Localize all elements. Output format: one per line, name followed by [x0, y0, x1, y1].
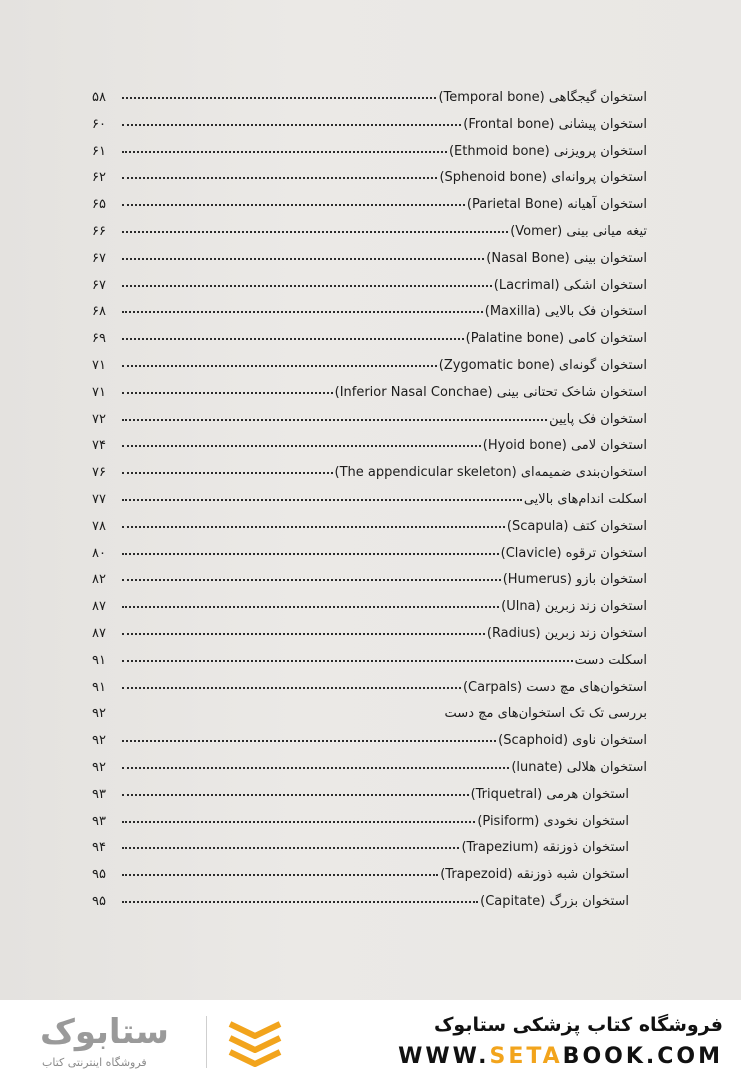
toc-page-number: ۹۳ — [92, 813, 106, 829]
toc-page-number: ۸۷ — [92, 599, 106, 615]
toc-page-number: ۸۰ — [92, 545, 106, 561]
table-of-contents — [92, 90, 647, 921]
toc-entry — [92, 519, 647, 546]
toc-page-number: ۹۱ — [92, 679, 106, 695]
toc-entry-title: استخوان زند زبرین (Ulna) — [501, 599, 647, 615]
toc-leader-dots — [122, 392, 333, 394]
toc-leader-dots — [122, 177, 437, 179]
toc-leader-dots — [122, 579, 501, 581]
toc-leader-dots — [122, 687, 461, 689]
toc-entry — [92, 760, 647, 787]
toc-page-number: ۷۴ — [92, 438, 106, 454]
store-footer — [0, 1000, 741, 1080]
toc-entry — [92, 653, 647, 680]
toc-entry-title: استخوان شاخک تحتانی بینی (Inferior Nasal Conchae) — [334, 384, 647, 400]
store-name: فروشگاه کتاب پزشکی ستابوک — [433, 1014, 723, 1036]
toc-entry-title: استخوان پیشانی (Frontal bone) — [463, 116, 647, 132]
toc-leader-dots — [122, 285, 492, 287]
toc-page-number: ۷۶ — [92, 465, 106, 481]
toc-entry — [92, 867, 647, 894]
toc-entry-title: استخوان بینی (Nasal Bone) — [486, 250, 647, 266]
toc-entry-title: استخوان بازو (Humerus) — [502, 572, 647, 588]
toc-entry-title: استخوان کتف (Scapula) — [506, 518, 647, 534]
toc-page-number: ۹۵ — [92, 867, 106, 883]
toc-entry-title: استخوان ترقوه (Clavicle) — [500, 545, 647, 561]
toc-entry-title: استخوان شبه ذوزنقه (Trapezoid) — [440, 867, 629, 883]
toc-entry — [92, 117, 647, 144]
toc-entry — [92, 706, 647, 733]
toc-entry-title: استخوان اشکی (Lacrimal) — [493, 277, 647, 293]
toc-leader-dots — [122, 499, 522, 501]
toc-page-number: ۷۱ — [92, 384, 106, 400]
toc-entry-title: استخوان زند زبرین (Radius) — [486, 625, 647, 641]
toc-entry — [92, 438, 647, 465]
toc-leader-dots — [122, 633, 485, 635]
logo-wordmark: ستابوک — [40, 1012, 169, 1052]
toc-entry-title: استخوان گونه‌ای (Zygomatic bone) — [438, 357, 647, 373]
toc-page-number: ۷۲ — [92, 411, 106, 427]
url-highlight: SETA — [489, 1044, 563, 1069]
toc-entry — [92, 412, 647, 439]
toc-entry — [92, 894, 647, 921]
toc-leader-dots — [122, 204, 465, 206]
toc-entry — [92, 840, 647, 867]
toc-entry-title: استخوان هلالی (lunate) — [511, 759, 647, 775]
toc-page-number: ۶۷ — [92, 250, 106, 266]
toc-page-number: ۵۸ — [92, 90, 106, 105]
toc-leader-dots — [122, 821, 475, 823]
toc-entry — [92, 304, 647, 331]
toc-entry — [92, 572, 647, 599]
toc-entry-title: بررسی تک تک استخوان‌های مچ دست — [444, 706, 647, 722]
toc-leader-dots — [122, 472, 333, 474]
toc-page-number: ۹۱ — [92, 652, 106, 668]
toc-entry — [92, 144, 647, 171]
toc-entry-title: استخوان پرویزنی (Ethmoid bone) — [448, 143, 647, 159]
toc-entry — [92, 278, 647, 305]
toc-page-number: ۹۴ — [92, 840, 106, 856]
toc-entry — [92, 197, 647, 224]
toc-entry — [92, 680, 647, 707]
book-stack-icon — [226, 1016, 284, 1068]
toc-entry-title: استخوان نخودی (Pisiform) — [477, 813, 629, 829]
toc-entry — [92, 814, 647, 841]
toc-entry — [92, 492, 647, 519]
toc-entry-title: اسکلت اندام‌های بالایی — [523, 491, 647, 507]
toc-page-number: ۷۸ — [92, 518, 106, 534]
toc-page-number: ۶۹ — [92, 331, 106, 347]
store-logo — [40, 1012, 169, 1052]
toc-page-number: ۸۷ — [92, 625, 106, 641]
toc-entry — [92, 385, 647, 412]
toc-entry-title: استخوان هرمی (Triquetral) — [470, 786, 629, 802]
toc-leader-dots — [122, 767, 509, 769]
toc-entry-title: استخوان بزرگ (Capitate) — [480, 893, 629, 909]
logo-divider — [206, 1016, 207, 1068]
toc-page-number: ۹۳ — [92, 786, 106, 802]
toc-leader-dots — [122, 526, 505, 528]
toc-entry — [92, 787, 647, 814]
toc-entry — [92, 251, 647, 278]
toc-leader-dots — [122, 97, 436, 99]
toc-entry-title: استخوان ذوزنقه (Trapezium) — [461, 840, 629, 856]
toc-page-number: ۶۵ — [92, 197, 106, 213]
toc-leader-dots — [122, 445, 481, 447]
toc-entry — [92, 626, 647, 653]
toc-leader-dots — [122, 847, 459, 849]
toc-leader-dots — [122, 338, 464, 340]
toc-leader-dots — [122, 311, 483, 313]
toc-leader-dots — [122, 124, 461, 126]
toc-entry-title: استخوان لامی (Hyoid bone) — [482, 438, 647, 454]
toc-page-number: ۹۵ — [92, 893, 106, 909]
toc-entry-title: استخوان گیجگاهی (Temporal bone) — [438, 90, 647, 105]
toc-entry — [92, 331, 647, 358]
toc-entry-title: استخوان کامی (Palatine bone) — [465, 331, 647, 347]
toc-entry — [92, 599, 647, 626]
toc-entry-title: استخوان‌های مچ دست (Carpals) — [462, 679, 647, 695]
url-prefix: WWW. — [398, 1044, 490, 1069]
toc-page-number: ۶۸ — [92, 304, 106, 320]
toc-entry — [92, 465, 647, 492]
toc-page-number: ۶۷ — [92, 277, 106, 293]
toc-page-number: ۹۲ — [92, 733, 106, 749]
url-suffix: BOOK.COM — [562, 1044, 723, 1069]
toc-leader-dots — [122, 794, 469, 796]
toc-leader-dots — [122, 740, 496, 742]
toc-page-number: ۶۲ — [92, 170, 106, 186]
toc-entry-title: تیغه میانی بینی (Vomer) — [510, 223, 647, 239]
toc-leader-dots — [122, 365, 437, 367]
toc-leader-dots — [122, 553, 499, 555]
toc-page-number: ۹۲ — [92, 706, 106, 722]
toc-leader-dots — [122, 151, 447, 153]
toc-entry — [92, 546, 647, 573]
store-url[interactable] — [398, 1044, 723, 1069]
toc-entry-title: استخوان پروانه‌ای (Sphenoid bone) — [439, 170, 647, 186]
toc-page-number: ۶۰ — [92, 116, 106, 132]
toc-page-number: ۷۱ — [92, 357, 106, 373]
toc-entry-title: استخوان‌بندی ضمیمه‌ای (The appendicular skeleton) — [334, 465, 647, 481]
toc-entry — [92, 90, 647, 117]
toc-leader-dots — [122, 231, 508, 233]
toc-page-number: ۹۲ — [92, 759, 106, 775]
toc-entry-title: استخوان فک بالایی (Maxilla) — [484, 304, 647, 320]
toc-page-number: ۶۱ — [92, 143, 106, 159]
toc-page-number: ۸۲ — [92, 572, 106, 588]
toc-entry-title: استخوان فک پایین — [549, 411, 647, 427]
toc-leader-dots — [122, 419, 547, 421]
toc-entry — [92, 224, 647, 251]
toc-entry — [92, 358, 647, 385]
logo-subtitle: فروشگاه اینترنتی کتاب — [42, 1056, 147, 1069]
toc-leader-dots — [122, 660, 573, 662]
toc-leader-dots — [122, 606, 499, 608]
toc-page-number: ۶۶ — [92, 223, 106, 239]
toc-leader-dots — [122, 874, 438, 876]
toc-entry — [92, 733, 647, 760]
toc-leader-dots — [122, 901, 478, 903]
toc-page-number: ۷۷ — [92, 491, 106, 507]
toc-leader-dots — [122, 258, 484, 260]
toc-entry-title: استخوان آهیانه (Parietal Bone) — [466, 197, 647, 213]
toc-entry-title: استخوان ناوی (Scaphoid) — [498, 733, 647, 749]
toc-entry — [92, 170, 647, 197]
toc-entry-title: اسکلت دست — [574, 652, 647, 668]
